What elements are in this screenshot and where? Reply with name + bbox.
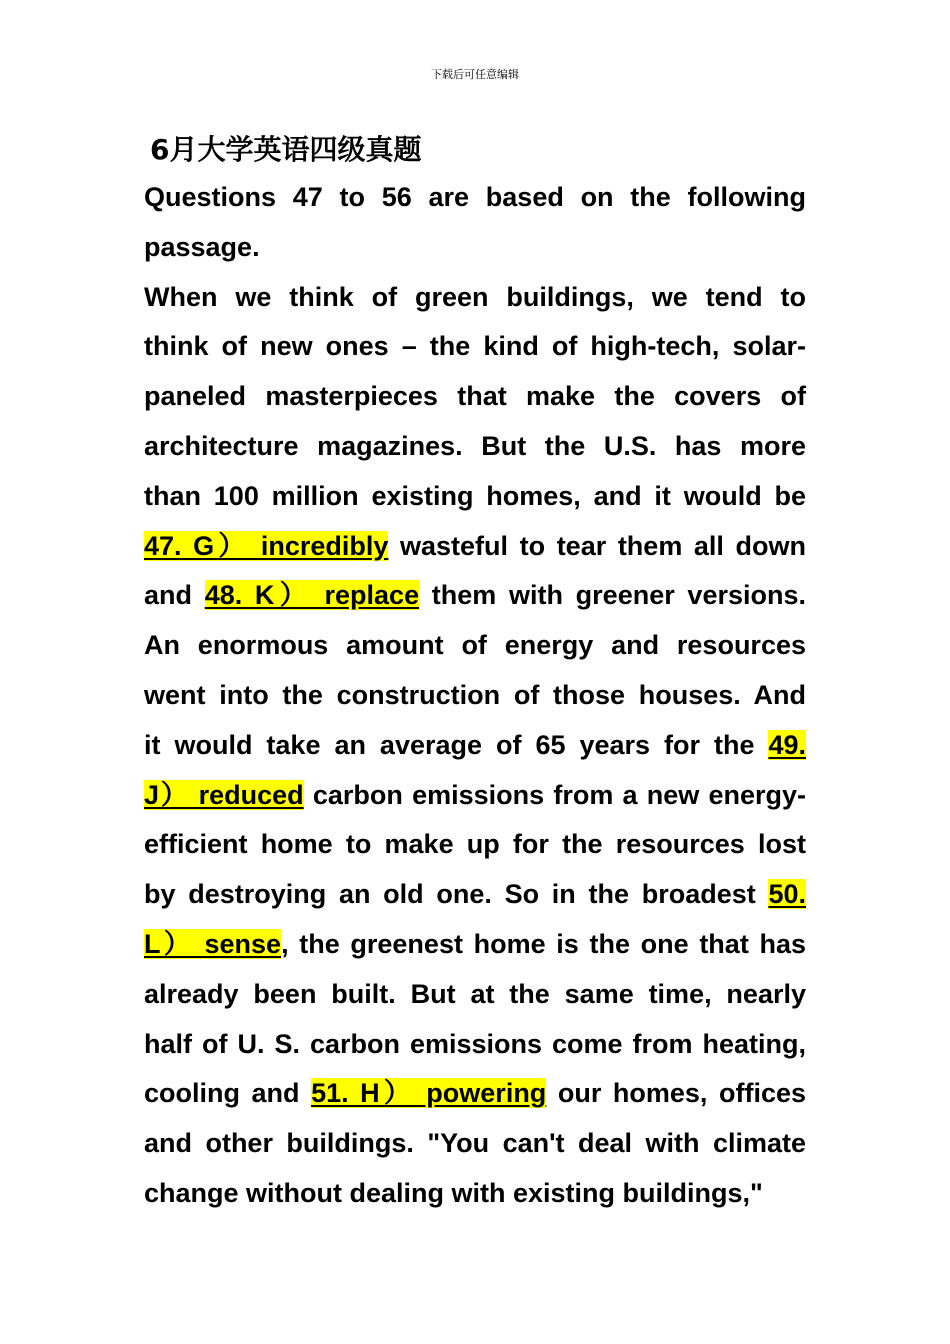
passage-text-segment: , the greenest home is the one that has [281, 928, 806, 959]
passage-line [144, 721, 806, 771]
header-note: 下载后可任意编辑 [431, 68, 519, 81]
answer-highlight: 49. [768, 729, 806, 760]
passage-text-segment: by destroying an old one. So in the broadest [144, 879, 769, 910]
passage-text-segment: efficient home to make up for the resources lost [144, 829, 806, 860]
passage-line [144, 223, 806, 273]
answer-highlight: 50. [768, 879, 806, 910]
passage-text-segment: cooling and [144, 1078, 312, 1109]
passage-text-segment: Questions 47 to 56 are based on the following [144, 182, 806, 212]
passage-text-segment: An enormous amount of energy and resources [144, 630, 806, 661]
passage-text-segment: it would take an average of 65 years for the [144, 729, 769, 760]
passage-text-segment: and other buildings. "You can't deal with climate [144, 1128, 806, 1159]
passage-line [144, 1169, 806, 1219]
passage-text-segment: them with greener versions. [419, 580, 806, 611]
answer-highlight: 48. K） replace [204, 580, 420, 611]
passage-line [144, 372, 806, 422]
answer-highlight: L） sense [144, 928, 282, 959]
passage-text-segment: When we think of green buildings, we tend to [144, 281, 806, 312]
passage-line [144, 522, 806, 572]
passage-text-segment: went into the construction of those houses. And [144, 679, 806, 710]
passage-text-segment: and [144, 580, 205, 611]
passage-line [144, 173, 806, 223]
passage-line [144, 472, 806, 522]
answer-highlight: 51. H） powering [311, 1078, 547, 1109]
passage-line [144, 322, 806, 372]
passage-text-segment: passage. [144, 231, 260, 262]
passage-text-segment: carbon emissions from a new energy- [303, 779, 806, 810]
passage-text-segment: architecture magazines. But the U.S. has more [144, 430, 806, 461]
passage-line [144, 870, 806, 920]
passage-text-segment: our homes, offices [546, 1078, 806, 1109]
passage-line [144, 771, 806, 821]
passage-text [144, 173, 806, 1219]
passage-line [144, 820, 806, 870]
passage-text-segment: change without dealing with existing buildings," [144, 1177, 763, 1208]
passage-text-segment: paneled masterpieces that make the covers of [144, 381, 806, 412]
passage-line [144, 273, 806, 323]
passage-text-segment: half of U. S. carbon emissions come from heating, [144, 1028, 806, 1059]
passage-text-segment: already been built. But at the same time, nearly [144, 978, 806, 1009]
passage-line [144, 1020, 806, 1070]
answer-highlight: 47. G） incredibly [144, 530, 389, 561]
passage-text-segment: think of new ones – the kind of high-tech, solar- [144, 331, 806, 362]
passage-text-segment: than 100 million existing homes, and it would be [144, 480, 806, 511]
passage-line [144, 970, 806, 1020]
passage-line [144, 1119, 806, 1169]
passage-text-segment: wasteful to tear them all down [388, 530, 806, 561]
passage-line [144, 671, 806, 721]
answer-highlight: J） reduced [144, 779, 304, 810]
page-title: 6月大学英语四级真题 [150, 133, 422, 166]
passage-line [144, 920, 806, 970]
passage-line [144, 422, 806, 472]
passage-line [144, 571, 806, 621]
passage-line [144, 1069, 806, 1119]
passage-line [144, 621, 806, 671]
